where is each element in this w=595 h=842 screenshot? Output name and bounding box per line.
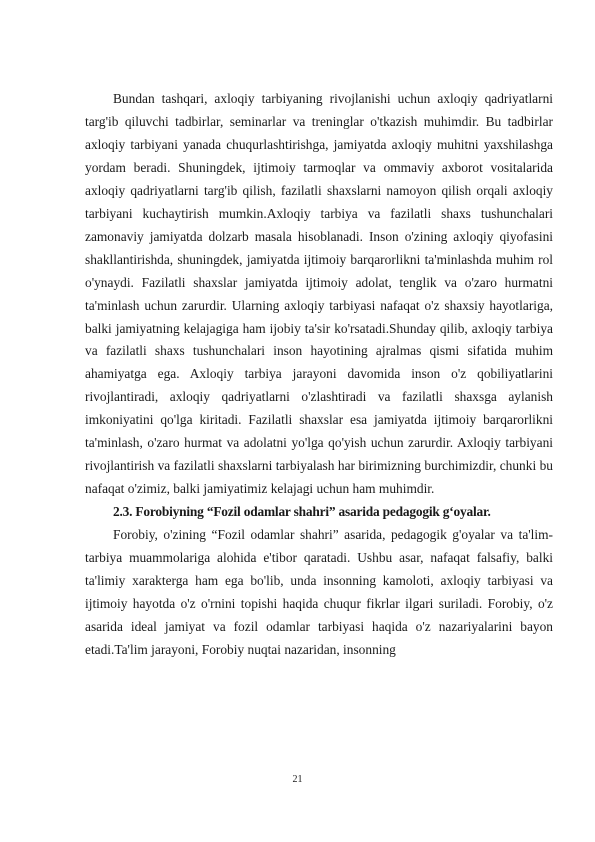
page-number: 21: [292, 774, 303, 785]
section-heading: 2.3. Forobiyning “Fozil odamlar shahri” asarida pedagogik g‘oyalar.: [113, 504, 491, 520]
page-content: [85, 88, 553, 662]
body-paragraph: Bundan tashqari, axloqiy tarbiyaning rivojlanishi uchun axloqiy qadriyatlarni targ'ib qiluvchi tadbirlar, seminarlar va treninglar o'tkazish muhimdir. Bu tadbirlar axloqiy tarbiyani yanada chuqurlashtirishga, jamiyatda axloqiy muhitni yaxshilashga yordam beradi. Shuningdek, ijtimoiy tarmoqlar va ommaviy axborot vositalarida axloqiy qadriyatlarni targ'ib qilish, fazilatli shaxslarni namoyon qilish orqali axloqiy tarbiyani kuchaytirish mumkin.Axloqiy tarbiya va fazilatli shaxs tushunchalari zamonaviy jamiyatda dolzarb masala hisoblanadi. Inson o'zining axloqiy qiyofasini shakllantirishda, shuningdek, jamiyatda ijtimoiy barqarorlikni ta'minlashda muhim rol o'ynaydi. Fazilatli shaxslar jamiyatda ijtimoiy adolat, tenglik va o'zaro hurmatni ta'minlash uchun zarurdir. Ularning axloqiy tarbiyasi nafaqat o'z shaxsiy hayotlariga, balki jamiyatning kelajagiga ham ijobiy ta'sir ko'rsatadi.Shunday qilib, axloqiy tarbiya va fazilatli shaxs tushunchalari inson hayotining ajralmas qismi sifatida muhim ahamiyatga ega. Axloqiy tarbiya jarayoni davomida inson o'z qobiliyatlarini rivojlantiradi, axloqiy qadriyatlarni o'zlashtiradi va fazilatli shaxsga aylanish imkoniyatini qo'lga kiritadi. Fazilatli shaxslar esa jamiyatda ijtimoiy barqarorlikni ta'minlash, o'zaro hurmat va adolatni yo'lga qo'yish uchun zarurdir. Axloqiy tarbiyani rivojlantirish va fazilatli shaxslarni tarbiyalash har birimizning burchimizdir, chunki bu nafaqat o'zimiz, balki jamiyatimiz kelajagi uchun ham muhimdir.: [85, 91, 553, 497]
section-paragraph: Forobiy, o'zining “Fozil odamlar shahri” asarida, pedagogik g'oyalar va ta'lim-tarbiya muammolariga alohida e'tibor qaratadi. Ushbu asar, nafaqat falsafiy, balki ta'limiy xarakterga ham ega bo'lib, unda insonning kamoloti, axloqiy tarbiyasi va ijtimoiy hayotda o'z o'rnini topishi haqida chuqur fikrlar ilgari suriladi. Forobiy, o'z asarida ideal jamiyat va fozil odamlar tarbiyasi haqida o'z nazariyalarini bayon etadi.Ta'lim jarayoni, Forobiy nuqtai nazaridan, insonning: [85, 527, 553, 657]
